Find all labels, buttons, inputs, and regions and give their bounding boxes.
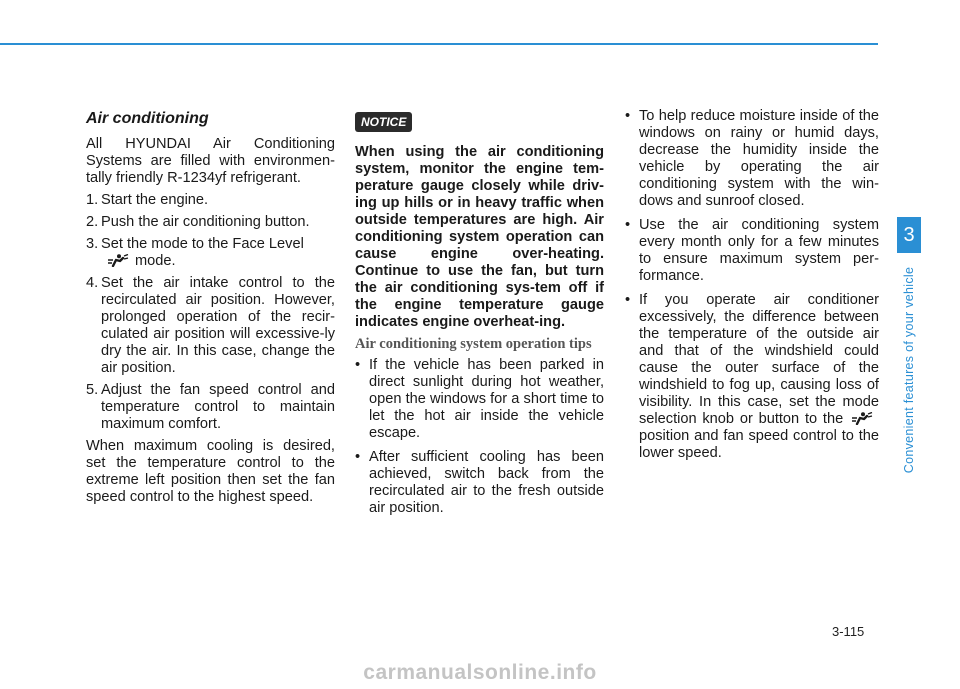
step-text <box>101 236 335 270</box>
step-text: Set the air intake control to the recirculated air position. However, prolonged operation of the recir-culated air position will excessive-ly dry the air. In this case, change the air position. <box>101 275 335 376</box>
step-number: 4. <box>86 275 99 291</box>
bullet-icon: • <box>355 449 361 465</box>
tips-list-continued <box>625 108 879 462</box>
column-right <box>625 108 879 469</box>
notice-text: When using the air conditioning system, monitor the engine tem-perature gauge closely while driv-ing up hills or in heavy traffic when outside temperatures are high. Air conditioning system operation can cause engine over-heating. Continue to use the fan, but turn the air conditioning sys-tem off if the engine temperature gauge indicates engine overheat-ing. <box>355 144 604 330</box>
step-number: 5. <box>86 382 99 398</box>
closing-paragraph: When maximum cooling is desired, set the temperature control to the extreme left position then set the fan speed control to the highest speed. <box>86 438 335 505</box>
step-number: 2. <box>86 214 99 230</box>
tips-list <box>355 357 604 517</box>
bullet-text <box>639 292 879 462</box>
bullet-text-after: position and fan speed control to the lower speed. <box>639 428 879 461</box>
list-item <box>355 449 604 517</box>
step-number: 3. <box>86 236 99 252</box>
step-text: Adjust the fan speed control and temperature control to maintain maximum comfort. <box>101 382 335 432</box>
steps-list <box>86 192 335 433</box>
chapter-number-tab: 3 <box>897 217 921 253</box>
list-item <box>355 357 604 442</box>
bullet-icon: • <box>625 292 631 308</box>
list-item <box>86 382 335 433</box>
tips-title: Air conditioning system operation tips <box>355 336 592 352</box>
watermark: carmanualsonline.info <box>363 661 597 684</box>
step-text: Push the air conditioning button. <box>101 214 310 230</box>
step-number: 1. <box>86 192 99 208</box>
bullet-icon: • <box>625 217 631 233</box>
bullet-text-before: If you operate air conditioner excessively, the difference between the temperature of the outside air and that of the windshield could cause the outer surface of the windshield to fog up, causing loss of visibility. In this case, set the mode selection knob or button to the <box>639 292 879 427</box>
header-rule <box>0 43 878 45</box>
notice-badge: NOTICE <box>355 112 412 132</box>
face-level-mode-icon <box>107 254 129 267</box>
bullet-text: To help reduce moisture inside of the windows on rainy or humid days, decrease the humidity inside the vehicle by operating the air conditioning system with the win-dows and sunroof closed. <box>639 108 879 209</box>
list-item <box>625 292 879 462</box>
intro-paragraph: All HYUNDAI Air Conditioning Systems are filled with environmen-tally friendly R-1234yf refrigerant. <box>86 136 335 186</box>
column-middle <box>355 108 604 524</box>
bullet-icon: • <box>625 108 631 124</box>
list-item <box>625 217 879 285</box>
section-title: Air conditioning <box>86 110 209 127</box>
step-text-before: Set the mode to the Face Level <box>101 236 304 252</box>
list-item <box>86 275 335 377</box>
list-item <box>86 214 335 231</box>
page-number: 3-115 <box>832 624 865 639</box>
bullet-text: If the vehicle has been parked in direct sunlight during hot weather, open the windows for a short time to let the hot air inside the vehicle escape. <box>369 357 604 441</box>
face-level-mode-icon <box>851 412 873 425</box>
chapter-title: Convenient features of your vehicle <box>902 266 916 474</box>
list-item <box>86 236 335 270</box>
bullet-text: After sufficient cooling has been achieved, switch back from the recirculated air to the fresh outside air position. <box>369 449 604 516</box>
list-item <box>86 192 335 209</box>
bullet-text: Use the air conditioning system every month only for a few minutes to ensure maximum system per-formance. <box>639 217 879 284</box>
list-item <box>625 108 879 210</box>
bullet-icon: • <box>355 357 361 373</box>
step-text: Start the engine. <box>101 192 209 208</box>
step-text-after: mode. <box>135 253 176 269</box>
column-left <box>86 108 335 511</box>
